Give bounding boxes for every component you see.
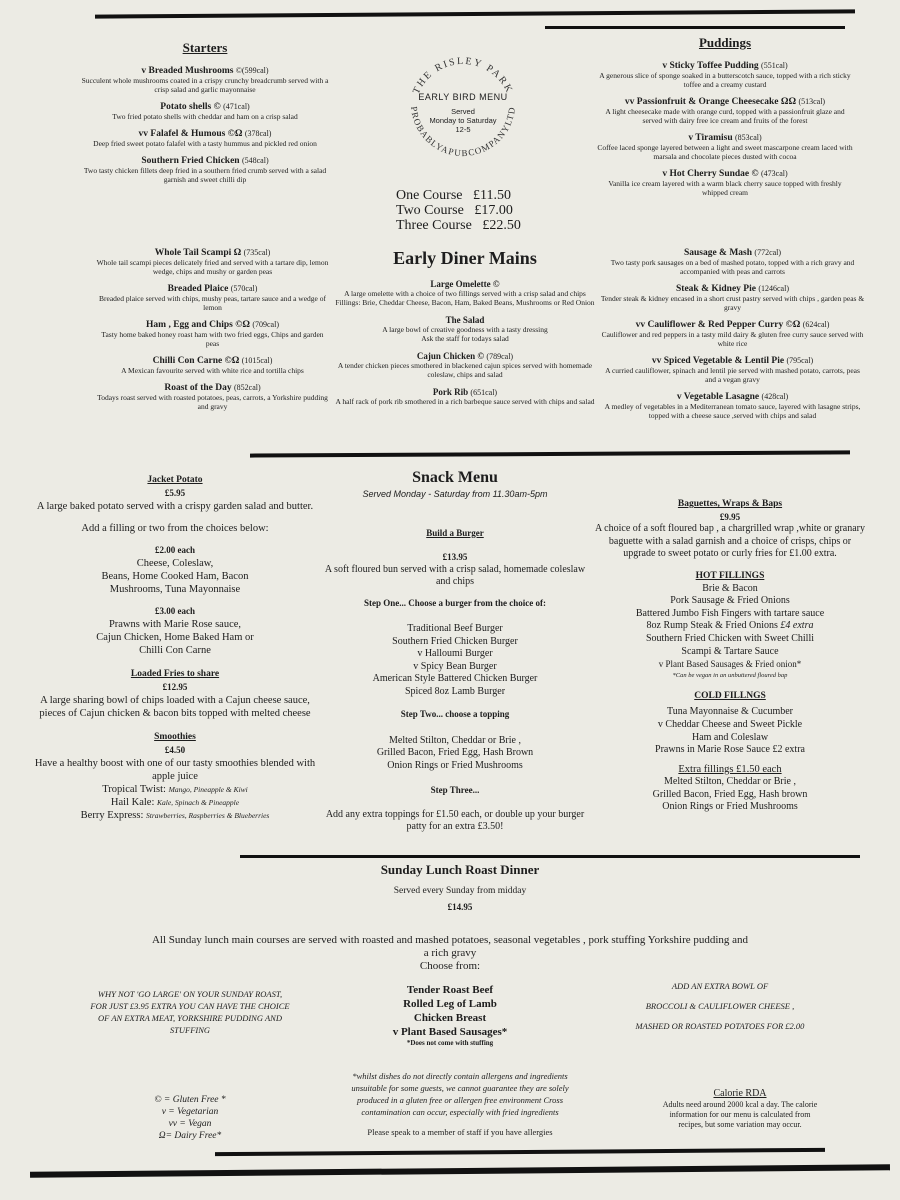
main-item xyxy=(335,279,595,307)
item-desc: Coffee laced sponge layered between a light and sweet mascarpone cream laced with marsala and chocolate pieces dusted with cocoa xyxy=(597,143,853,161)
item-cal: (624cal) xyxy=(802,320,830,329)
item-desc: A large bowl of creative goodness with a tasty dressing xyxy=(382,325,548,334)
item-desc: Two fried potato shells with cheddar and ham on a crisp salad xyxy=(112,112,298,121)
top-divider-right xyxy=(545,26,845,29)
starter-item xyxy=(80,156,330,184)
extra-filling: Grilled Bacon, Fried Egg, Hash brown xyxy=(652,788,808,800)
burger-price: £13.95 xyxy=(442,552,468,562)
item-name: Cajun Chicken © xyxy=(416,351,485,361)
item-extra: Ask the staff for todays salad xyxy=(421,334,509,343)
puddings-title: Puddings xyxy=(698,35,752,50)
burger-option: Southern Fried Chicken Burger xyxy=(392,635,518,647)
item-name: v Hot Cherry Sundae © xyxy=(662,169,759,179)
item-cal: (795cal) xyxy=(786,356,814,365)
sunday-choose: Choose from: xyxy=(419,960,481,972)
mains-divider xyxy=(250,450,850,457)
topping-option: Grilled Bacon, Fried Egg, Hash Brown xyxy=(376,747,534,758)
item-name: Breaded Plaice xyxy=(167,284,229,294)
item-cal: (852cal) xyxy=(234,383,261,392)
item-name: v Vegetable Lasagne xyxy=(676,392,760,402)
tier1-item: Cheese, Coleslaw, xyxy=(136,558,214,569)
item-name: vv Spiced Vegetable & Lentil Pie xyxy=(651,356,785,366)
item-desc: Vanilla ice cream layered with a warm black cherry sauce topped with freshly whipped cream xyxy=(608,179,842,197)
smoothie-desc: Mango, Pineapple & Kiwi xyxy=(168,785,248,794)
sunday-desc-block xyxy=(150,934,750,973)
smoothies-title: Smoothies xyxy=(154,732,196,742)
smoothies-price: £4.50 xyxy=(164,745,186,755)
early-bird-badge xyxy=(393,42,533,182)
starters-title: Starters xyxy=(182,40,228,55)
sunday-choice: Chicken Breast xyxy=(413,1012,487,1024)
smoothie-name: Hail Kale: xyxy=(110,797,155,808)
item-name: Southern Fried Chicken xyxy=(141,156,240,166)
tier2-item: Chilli Con Carne xyxy=(139,645,211,656)
item-desc: Cauliflower and red peppers in a tasty mild dairy & gluten free curry sauce served with white rice xyxy=(601,330,864,348)
item-desc: Whole tail scampi pieces delicately fried and served with a tartare dip, lemon wedge, chips and mushy or garden peas xyxy=(96,258,329,276)
item-name: vv Cauliflower & Red Pepper Curry ©Ω xyxy=(635,320,801,330)
item-desc: A light cheesecake made with orange curd, topped with a passionfruit glaze and served with dairy free ice cream and fruits of the forest xyxy=(605,107,845,125)
price-row xyxy=(396,218,546,233)
price-row xyxy=(396,203,546,218)
starters-section xyxy=(80,40,330,192)
main-item xyxy=(600,356,865,384)
fries-desc: A large sharing bowl of chips loaded with a Cajun cheese sauce, pieces of Cajun chicken & bacon bits topped with melted cheese xyxy=(39,695,311,719)
main-item xyxy=(95,320,330,348)
tier2-item: Prawns with Marie Rose sauce, xyxy=(108,619,242,630)
sunday-choice: v Plant Based Sausages* xyxy=(392,1026,508,1038)
mains-left-column xyxy=(95,248,330,419)
hot-filling: Brie & Bacon xyxy=(702,582,758,594)
badge-line3: 12-5 xyxy=(455,125,471,134)
item-cal: (378cal) xyxy=(244,129,272,138)
price-value: £17.00 xyxy=(474,203,513,218)
legend-dairy-free: Ω= Dairy Free* xyxy=(158,1131,222,1141)
jacket-add: Add a filling or two from the choices below: xyxy=(81,523,269,534)
hot-footnote: *Can be vegan in an unbuttered floured bap xyxy=(672,671,788,679)
pudding-item xyxy=(595,61,855,89)
legend-gluten-free: © = Gluten Free * xyxy=(154,1095,226,1105)
pudding-item xyxy=(595,97,855,125)
item-cal: (551cal) xyxy=(761,61,788,70)
item-extra: Fillings: Brie, Cheddar Cheese, Bacon, Ham, Baked Beans, Mushrooms or Red Onion xyxy=(335,298,595,307)
smoothie-item xyxy=(30,796,320,809)
burger-option: v Halloumi Burger xyxy=(417,648,493,659)
hot-filling-name: 8oz Rump Steak & Fried Onions xyxy=(646,620,778,632)
badge-arc-top: THE RISLEY PARK xyxy=(410,55,516,96)
legend-vegan: vv = Vegan xyxy=(168,1119,212,1129)
main-item xyxy=(95,356,330,375)
sunday-header xyxy=(300,862,620,912)
item-desc: A half rack of pork rib smothered in a rich barbeque sauce served with chips and salad xyxy=(335,397,595,406)
svg-text:THE RISLEY PARK xyxy=(411,56,515,96)
item-name: Roast of the Day xyxy=(164,383,232,393)
extra-filling: Melted Stilton, Cheddar or Brie , xyxy=(664,776,796,788)
price-label: Two Course xyxy=(396,203,464,218)
cold-filling: v Cheddar Cheese and Sweet Pickle xyxy=(657,718,803,730)
smoothie-name: Tropical Twist: xyxy=(102,784,166,795)
main-item xyxy=(95,284,330,312)
fries-title: Loaded Fries to share xyxy=(130,669,220,679)
item-cal: (471cal) xyxy=(223,102,250,111)
starter-item xyxy=(80,102,330,121)
price-row xyxy=(396,188,546,203)
item-cal: (1015cal) xyxy=(241,356,273,365)
item-name: Large Omelette © xyxy=(430,279,500,289)
extra-filling: Onion Rings or Fried Mushrooms xyxy=(662,801,798,813)
sunday-price: £14.95 xyxy=(447,902,473,912)
smoothie-desc: Kale, Spinach & Pineapple xyxy=(157,798,240,807)
item-desc: A generous slice of sponge soaked in a butterscotch sauce, topped with a rich sticky toffee and a creamy custard xyxy=(599,71,851,89)
cold-fillings-title: COLD FILLNGS xyxy=(694,690,766,701)
main-item xyxy=(95,248,330,276)
item-cal: (772cal) xyxy=(754,248,782,257)
course-prices xyxy=(396,188,546,233)
item-desc: Todays roast served with roasted potatoes, peas, carrots, a Yorkshire pudding and gravy xyxy=(97,393,328,411)
item-desc: Succulent whole mushrooms coated in a crispy crunchy breadcrumb served with a crisp salad and garlic mayonnaise xyxy=(81,76,329,94)
hot-filling: Scampi & Tartare Sauce xyxy=(681,645,779,657)
topping-option: Onion Rings or Fried Mushrooms xyxy=(387,759,523,771)
topping-option: Melted Stilton, Cheddar or Brie , xyxy=(389,734,521,746)
item-desc: A Mexican favourite served with white rice and tortilla chips xyxy=(121,366,304,375)
step-three: Step Three... xyxy=(430,785,480,795)
mains-right-column xyxy=(600,248,865,428)
tier2-item: Cajun Chicken, Home Baked Ham or xyxy=(96,632,254,643)
extra-bowl-note xyxy=(620,980,820,1032)
smoothie-name: Berry Express: xyxy=(80,810,144,821)
snack-middle-column xyxy=(320,468,590,834)
item-cal: (651cal) xyxy=(470,388,498,397)
go-large-note: WHY NOT 'GO LARGE' ON YOUR SUNDAY ROAST, FOR JUST £3.95 EXTRA YOU CAN HAVE THE CHOICE OF AN EXTRA MEAT, YORKSHIRE PUDDING AND STUFFING xyxy=(90,989,290,1035)
item-name: Whole Tail Scampi Ω xyxy=(154,248,242,258)
item-cal: (428cal) xyxy=(761,392,789,401)
item-cal: (709cal) xyxy=(252,320,279,329)
hot-filling-extra: £4 extra xyxy=(780,620,814,632)
item-name: Steak & Kidney Pie xyxy=(676,284,756,294)
price-label: Three Course xyxy=(396,218,472,233)
hot-filling: Pork Sausage & Fried Onions xyxy=(670,595,790,607)
allergen-staff-note: Please speak to a member of staff if you have allergies xyxy=(367,1127,553,1137)
price-label: One Course xyxy=(396,188,463,203)
calorie-rda xyxy=(660,1088,820,1130)
bottom-divider-1 xyxy=(215,1148,825,1156)
sunday-choice-note: *Does not come with stuffing xyxy=(406,1039,494,1047)
jacket-price: £5.95 xyxy=(164,488,186,498)
extra-fillings-title: Extra fillings £1.50 each xyxy=(678,763,782,775)
burger-title: Build a Burger xyxy=(426,527,484,538)
main-item xyxy=(335,387,595,406)
extra-bowl-line: ADD AN EXTRA BOWL OF xyxy=(671,981,769,991)
item-cal: (1246cal) xyxy=(758,284,789,293)
rda-desc: Adults need around 2000 kcal a day. The calorie information for our menu is calculated from recipes, but some variation may occur. xyxy=(662,1100,818,1129)
hot-filling: Battered Jumbo Fish Fingers with tartare sauce xyxy=(635,607,825,619)
item-desc: Two tasty chicken fillets deep fried in a southern fried crumb served with a salad garnish and sweet chilli dip xyxy=(83,166,327,184)
item-cal: (853cal) xyxy=(734,133,762,142)
snack-left-column xyxy=(30,474,320,822)
top-divider xyxy=(95,9,855,18)
allergen-block xyxy=(335,1070,585,1138)
smoothie-item xyxy=(30,809,320,822)
cold-filling: Tuna Mayonnaise & Cucumber xyxy=(666,706,793,718)
main-item xyxy=(335,315,595,343)
item-name: vv Falafel & Humous ©Ω xyxy=(138,129,243,139)
sunday-title: Sunday Lunch Roast Dinner xyxy=(380,862,540,877)
mains-middle-column xyxy=(335,248,595,414)
step-one: Step One... Choose a burger from the choice of: xyxy=(364,597,546,608)
hot-filling: Southern Fried Chicken with Sweet Chilli xyxy=(645,632,815,644)
burger-option: v Spicy Bean Burger xyxy=(413,660,497,672)
badge-arc-bottom: PROBABLYAPUBCOMPANYLTD xyxy=(408,105,518,159)
badge-line2: Monday to Saturday xyxy=(429,116,497,125)
step-three-desc: Add any extra toppings for £1.50 each, or double up your burger patty for an extra £3.50! xyxy=(325,808,585,832)
baguettes-title: Baguettes, Wraps & Baps xyxy=(677,499,783,509)
puddings-section xyxy=(595,35,855,205)
price-value: £22.50 xyxy=(482,218,521,233)
item-desc: A medley of vegetables in a Mediterranean tomato sauce, layered with lasagne strips, topped with a cheese sauce ,served with chips and salad xyxy=(604,402,861,420)
tier2-price: £3.00 each xyxy=(155,606,195,616)
legend-vegetarian: v = Vegetarian xyxy=(161,1107,219,1117)
sunday-choice: Tender Roast Beef xyxy=(406,984,494,996)
item-name: Pork Rib xyxy=(432,387,469,397)
starter-item xyxy=(80,66,330,94)
item-cal: ©(599cal) xyxy=(235,66,269,75)
item-cal: (473cal) xyxy=(761,169,788,178)
pudding-item xyxy=(595,133,855,161)
item-cal: (570cal) xyxy=(230,284,258,293)
item-cal: (789cal) xyxy=(486,352,514,361)
baguettes-price: £9.95 xyxy=(719,511,741,522)
cold-filling: Ham and Coleslaw xyxy=(691,731,769,743)
pudding-item xyxy=(595,169,855,197)
sunday-served: Served every Sunday from midday xyxy=(393,886,527,896)
item-name: The Salad xyxy=(445,315,485,325)
starter-item xyxy=(80,129,330,148)
burger-option: American Style Battered Chicken Burger xyxy=(372,673,538,684)
sunday-choices xyxy=(340,983,560,1048)
extra-bowl-line: BROCCOLI & CAULIFLOWER CHEESE , xyxy=(645,1001,795,1011)
main-item xyxy=(95,383,330,411)
snack-right-column xyxy=(595,498,865,814)
item-name: v Breaded Mushrooms xyxy=(141,66,234,76)
badge-title: EARLY BIRD MENU xyxy=(418,92,508,102)
main-item xyxy=(600,284,865,312)
burger-option: Spiced 8oz Lamb Burger xyxy=(404,685,506,697)
tier1-item: Beans, Home Cooked Ham, Bacon xyxy=(101,571,249,582)
fries-price: £12.95 xyxy=(162,682,188,692)
item-name: Chilli Con Carne ©Ω xyxy=(152,356,240,366)
item-cal: (513cal) xyxy=(798,97,826,106)
cold-filling: Prawns in Marie Rose Sauce £2 extra xyxy=(655,744,805,756)
item-name: vv Passionfruit & Orange Cheesecake ΩΩ xyxy=(624,97,797,107)
early-diner-title: Early Diner Mains xyxy=(393,248,537,268)
price-value: £11.50 xyxy=(473,188,511,203)
snack-menu-subtitle: Served Monday - Saturday from 11.30am-5pm xyxy=(362,489,548,499)
main-item xyxy=(600,320,865,348)
main-item xyxy=(600,392,865,420)
burger-option: Traditional Beef Burger xyxy=(407,623,503,634)
burger-desc: A soft floured bun served with a crisp salad, homemade coleslaw and chips xyxy=(324,563,586,587)
smoothie-desc: Strawberries, Raspberries & Blueberries xyxy=(146,811,270,820)
dietary-legend xyxy=(120,1094,260,1142)
item-cal: (735cal) xyxy=(243,248,271,257)
hot-filling xyxy=(595,620,865,633)
item-desc: A tender chicken pieces smothered in blackened cajun spices served with homemade coleslaw, chips and salad xyxy=(337,361,593,379)
sunday-choice: Rolled Leg of Lamb xyxy=(403,998,497,1010)
bottom-divider-2 xyxy=(30,1164,890,1178)
item-desc: Tasty home baked honey roast ham with two fried eggs, Chips and garden peas xyxy=(101,330,324,348)
allergen-note: *whilst dishes do not directly contain allergens and ingredients unsuitable for some guests, we cannot guarantee they are solely produced in a gluten free or allergen free environment Cross contamination can occur, especially with fried ingredients xyxy=(351,1071,569,1117)
tier1-price: £2.00 each xyxy=(155,545,195,555)
item-desc: A large omelette with a choice of two fillings served with a crisp salad and chips xyxy=(344,289,586,298)
main-item xyxy=(600,248,865,276)
item-name: Ham , Egg and Chips ©Ω xyxy=(146,320,250,330)
snack-menu-title: Snack Menu xyxy=(412,469,498,486)
sunday-desc: All Sunday lunch main courses are served with roasted and mashed potatoes, seasonal vegetables , pork stuffing Yorkshire pudding and a rich gravy xyxy=(151,934,749,959)
rda-title: Calorie RDA xyxy=(713,1088,767,1099)
item-name: v Sticky Toffee Pudding xyxy=(662,61,759,71)
main-item xyxy=(335,351,595,379)
item-desc: A curried cauliflower, spinach and lentil pie served with mashed potato, carrots, peas and a vegan gravy xyxy=(605,366,860,384)
badge-line1: Served xyxy=(451,107,475,116)
jacket-title: Jacket Potato xyxy=(147,475,203,485)
baguettes-desc: A choice of a soft floured bap , a chargrilled wrap ,white or granary baguette with a salad garnish and a choice of crisps, chips or upgrade to sweet potato or curly fries for £1.00 extra. xyxy=(595,523,865,560)
jacket-desc: A large baked potato served with a crispy garden salad and butter. xyxy=(36,501,314,512)
smoothies-desc: Have a healthy boost with one of our tasty smoothies blended with apple juice xyxy=(34,758,316,782)
tier1-item: Mushrooms, Tuna Mayonnaise xyxy=(109,584,241,595)
hot-filling: v Plant Based Sausages & Fried onion* xyxy=(658,659,802,670)
item-name: Potato shells © xyxy=(160,102,221,112)
sunday-divider xyxy=(240,855,860,858)
item-name: Sausage & Mash xyxy=(683,248,753,258)
hot-fillings-title: HOT FILLINGS xyxy=(695,570,765,581)
item-desc: Tender steak & kidney encased in a short crust pastry served with chips , garden peas & gravy xyxy=(600,294,865,312)
smoothie-item xyxy=(30,783,320,796)
step-two: Step Two... choose a topping xyxy=(400,709,510,719)
item-cal: (548cal) xyxy=(241,156,269,165)
item-name: v Tiramisu xyxy=(688,133,733,143)
extra-bowl-line: MASHED OR ROASTED POTATOES FOR £2.00 xyxy=(635,1021,805,1031)
item-desc: Deep fried sweet potato falafel with a tasty hummus and pickled red onion xyxy=(93,139,317,148)
item-desc: Two tasty pork sausages on a bed of mashed potato, topped with a rich gravy and accompanied with peas and carrots xyxy=(610,258,855,276)
item-desc: Breaded plaice served with chips, mushy peas, tartare sauce and a wedge of lemon xyxy=(99,294,326,312)
